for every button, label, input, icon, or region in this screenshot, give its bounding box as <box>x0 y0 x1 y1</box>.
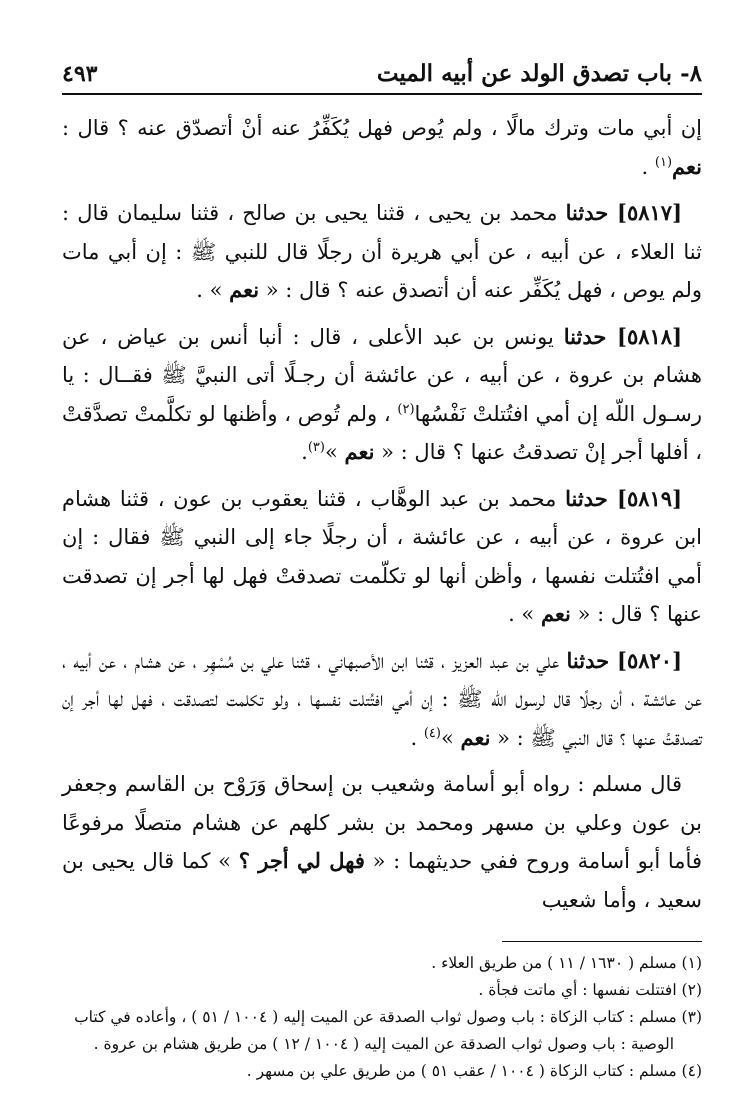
text-run: . <box>641 154 655 179</box>
page-number: ٤٩٣ <box>62 61 98 87</box>
bold-text: نعم <box>540 601 571 626</box>
hadith-5819 <box>62 480 702 634</box>
text-run: إن أبي مات وترك مالًا ، ولم يُوص فهل يُكَفِّرُ عنه أنْ أتصدّق عنه ؟ قال : <box>62 116 702 140</box>
footnote-3: (٣) مسلم : كتاب الزكاة : باب وصول ثواب الصدقة عن الميت إليه ( ١٠٠٤ / ٥١ ) ، وأعاده في كتاب <box>74 1008 702 1026</box>
text-run: يونس بن عبد الأعلى ، قال : أنبا أنس بن عياض ، عن هشام بن عروة ، عن أبيه ، عن عائشة أن رجـلًا أتى النبيَّ ﷺ فقــال : يا رسـول اللّه إن أمي افتُتلتْ نَفْسُها <box>62 324 702 426</box>
bold-text: نعم <box>672 153 702 179</box>
bold-text: نعم <box>344 439 375 464</box>
text-run: ، ولم تُوص ، وأظنها لو تكلَّمتْ تصدَّقتْ ، أفلها أجر إنْ تصدقتُ عنها ؟ قال : « <box>62 401 702 464</box>
hadith-5818 <box>62 318 702 472</box>
hadith-5817 <box>62 194 702 310</box>
text-run: » <box>324 440 345 464</box>
text-run: . <box>301 440 308 464</box>
bold-text: نعم <box>229 277 260 302</box>
hadith-number: [٥٨٢٠] <box>609 647 682 673</box>
text-run: قال مسلم : رواه أبو أسامة وشعيب بن إسحاق وَرَوْح بن القاسم وجعفر بن عون وعلي بن مسهر ومحمد بن بشر كلهم عن هشام متصلًا مرفوعًا فأما أبو أسامة وروح ففي حديثهما : « <box>62 772 702 873</box>
haddathana-word: حدثنا <box>563 323 607 349</box>
text-run: » . <box>508 602 541 626</box>
text-run: » كما قال يحيى بن سعيد ، وأما شعيب <box>62 849 702 912</box>
chapter-title: ٨- باب تصدق الولد عن أبيه الميت <box>376 60 702 87</box>
paragraph-continuation <box>62 109 702 186</box>
footnote-ref: (٢) <box>397 401 415 417</box>
text-run: » <box>440 725 461 750</box>
running-header <box>62 60 702 95</box>
footnote-2: (٢) افتتلت نفسها : أي ماتت فجأة . <box>478 981 702 999</box>
footnote-3-continuation: الوصية : باب وصول ثواب الصدقة عن الميت إليه ( ١٠٠٤ / ١٢ ) من طريق هشام بن عروة . <box>93 1035 674 1053</box>
haddathana-word: حدثنا <box>565 200 609 225</box>
text-run: محمد بن عبد الوهَّاب ، قثنا يعقوب بن عون ، قثنا هشام ابن عروة ، عن أبيه ، عن عائشة ، أن رجلًا جاء إلى النبي ﷺ فقال : إن أمي افتُتلت نفسها ، وأظن أنها لو تكلّمت تصدقتْ فهل لها أجر إن تصدقت عنها ؟ قال : « <box>62 486 702 626</box>
footnote-ref: (١) <box>654 154 673 170</box>
footnote-divider <box>502 941 702 942</box>
footnotes <box>62 950 702 1085</box>
text-run: علي بن عبد العزيز ، قثنا ابن الأصبهاني ، قثنا علي بن مُسْهِر ، عن هشام ، عن أبيه ، عن عائشة ، أن رجلًا قال لرسول اللّه ﷺ : إن أمي افتُتلت نفسها ، ولو تكلمت لتصدقت ، فهل لها أجر إن تصدقتُ عنها ؟ قال النبي ﷺ : « <box>62 648 702 750</box>
main-text <box>62 109 702 919</box>
text-run: محمد بن يحيى ، قثنا يحيى بن صالح ، قثنا سليمان قال : ثنا العلاء ، عن أبيه ، عن أبي هريرة أن رجلًا قال للنبي ﷺ : إن أبي مات ولم يوص ، فهل يُكَفِّر عنه أن أتصدق عنه ؟ قال : « <box>62 201 702 302</box>
text-run: . <box>410 725 424 750</box>
hadith-number: [٥٨١٩] <box>607 485 683 511</box>
footnote-4: (٤) مسلم : كتاب الزكاة ( ١٠٠٤ / عقب ٥١ ) من طريق علي بن مسهر . <box>246 1062 702 1080</box>
haddathana-word: حدثنا <box>565 485 608 511</box>
footnote-ref: (٣) <box>307 440 325 455</box>
book-page <box>62 60 702 1085</box>
hadith-number: [٥٨١٧] <box>608 200 683 225</box>
haddathana-word: حدثنا <box>566 647 610 673</box>
footnote-1: (١) مسلم ( ١٦٣٠ / ١١ ) من طريق العلاء . <box>431 954 702 972</box>
footnote-ref: (٤) <box>423 725 441 741</box>
hadith-5820 <box>62 642 702 758</box>
muslim-commentary <box>62 765 702 919</box>
bold-text: نعم <box>460 724 491 750</box>
bold-text: فهل لي أجر ؟ <box>238 848 365 873</box>
hadith-number: [٥٨١٨] <box>606 323 682 349</box>
text-run: » . <box>196 278 230 302</box>
